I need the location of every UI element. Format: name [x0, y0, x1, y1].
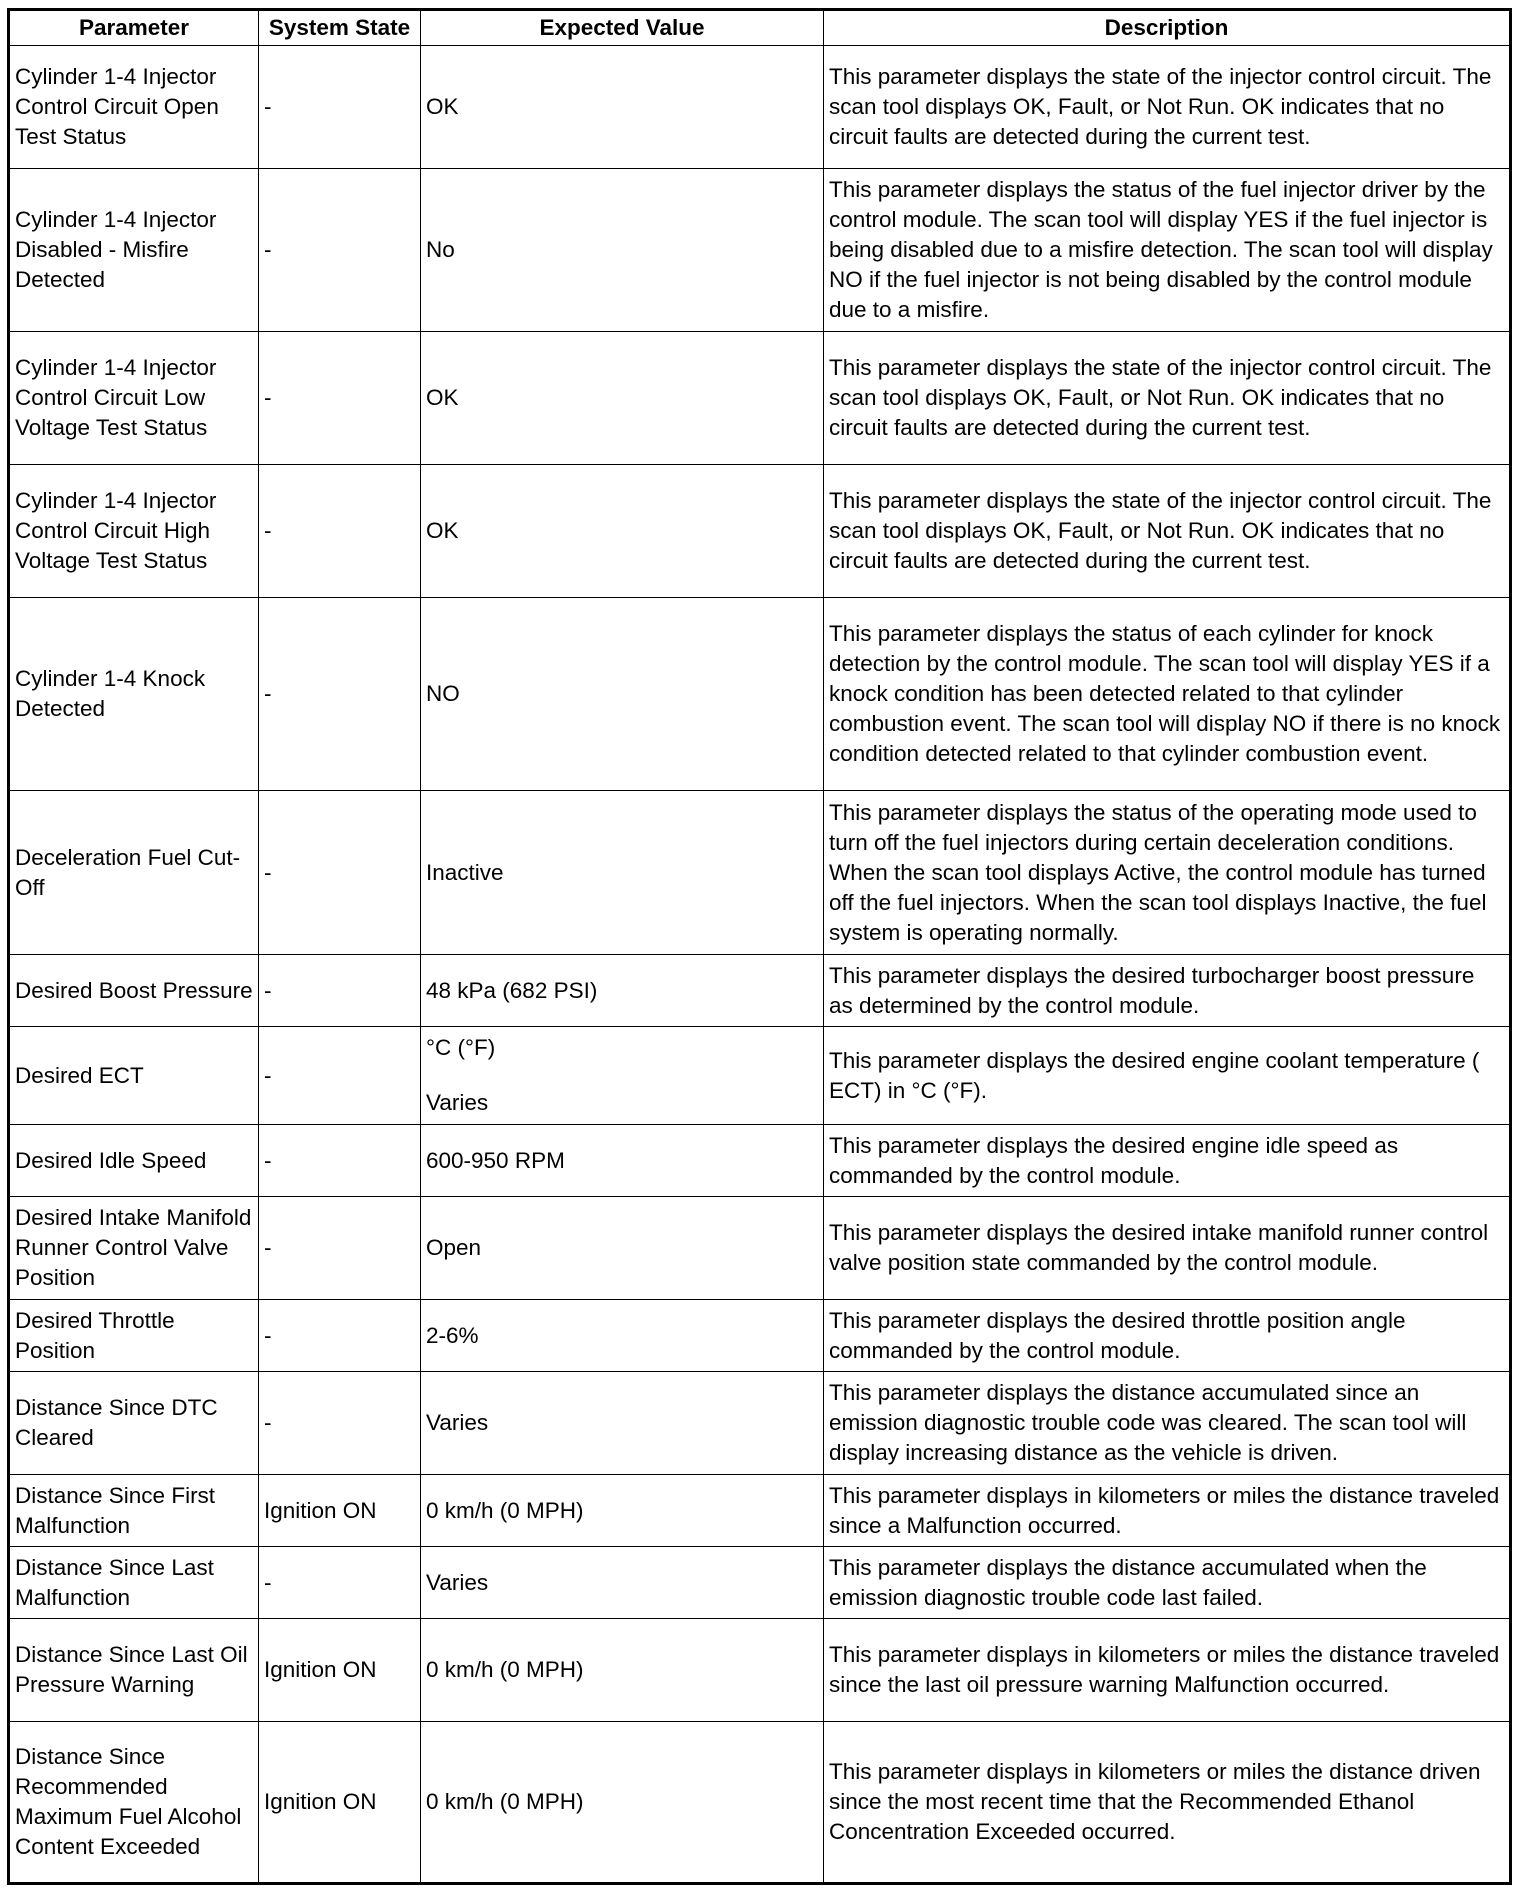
cell-description: This parameter displays in kilometers or miles the distance traveled since the last oil pressure warning Malfunction occurred. — [824, 1619, 1511, 1722]
cell-expected-value: Open — [421, 1197, 824, 1300]
cell-description: This parameter displays the desired turbocharger boost pressure as determined by the control module. — [824, 955, 1511, 1027]
table-row — [9, 791, 1511, 955]
table-row — [9, 169, 1511, 332]
cell-system-state: Ignition ON — [259, 1475, 421, 1547]
expected-value-unit: °C (°F) — [426, 1035, 496, 1060]
cell-parameter: Deceleration Fuel Cut-Off — [9, 791, 259, 955]
expected-value-spacer — [426, 1063, 818, 1088]
table-row — [9, 1125, 1511, 1197]
parameter-table-container — [7, 8, 1512, 1885]
cell-expected-value: NO — [421, 598, 824, 791]
cell-parameter: Distance Since DTC Cleared — [9, 1372, 259, 1475]
cell-description: This parameter displays in kilometers or miles the distance traveled since a Malfunction occurred. — [824, 1475, 1511, 1547]
cell-parameter: Cylinder 1-4 Injector Control Circuit Open Test Status — [9, 46, 259, 169]
table-row — [9, 1027, 1511, 1125]
table-row — [9, 1722, 1511, 1884]
table-header-row — [9, 10, 1511, 46]
table-row — [9, 1197, 1511, 1300]
cell-description: This parameter displays the distance accumulated when the emission diagnostic trouble code last failed. — [824, 1547, 1511, 1619]
cell-system-state: - — [259, 1197, 421, 1300]
expected-value-text: Varies — [426, 1090, 489, 1115]
cell-system-state: - — [259, 465, 421, 598]
table-row — [9, 46, 1511, 169]
scan-tool-parameter-table — [7, 8, 1512, 1885]
cell-description: This parameter displays the status of each cylinder for knock detection by the control module. The scan tool will display YES if a knock condition has been detected related to that cylinder combustion event. The scan tool will display NO if there is no knock condition detected related to that cylinder combustion event. — [824, 598, 1511, 791]
cell-expected-value: 0 km/h (0 MPH) — [421, 1475, 824, 1547]
cell-description: This parameter displays the desired engine coolant temperature ( ECT) in °C (°F). — [824, 1027, 1511, 1125]
table-row — [9, 955, 1511, 1027]
cell-description: This parameter displays in kilometers or miles the distance driven since the most recent time that the Recommended Ethanol Concentration Exceeded occurred. — [824, 1722, 1511, 1884]
cell-expected-value: 600-950 RPM — [421, 1125, 824, 1197]
cell-expected-value: 0 km/h (0 MPH) — [421, 1619, 824, 1722]
cell-expected-value: 48 kPa (682 PSI) — [421, 955, 824, 1027]
cell-parameter: Desired Idle Speed — [9, 1125, 259, 1197]
cell-description: This parameter displays the status of the operating mode used to turn off the fuel injectors during certain deceleration conditions. When the scan tool displays Active, the control module has turned off the fuel injectors. When the scan tool displays Inactive, the fuel system is operating normally. — [824, 791, 1511, 955]
cell-system-state: - — [259, 1027, 421, 1125]
cell-system-state: - — [259, 1125, 421, 1197]
cell-system-state: - — [259, 955, 421, 1027]
cell-parameter: Distance Since Last Oil Pressure Warning — [9, 1619, 259, 1722]
cell-parameter: Desired Throttle Position — [9, 1300, 259, 1372]
header-expected-value: Expected Value — [421, 10, 824, 46]
cell-expected-value: OK — [421, 332, 824, 465]
cell-parameter: Cylinder 1-4 Injector Disabled - Misfire Detected — [9, 169, 259, 332]
cell-system-state: - — [259, 598, 421, 791]
cell-system-state: - — [259, 1300, 421, 1372]
cell-description: This parameter displays the status of the fuel injector driver by the control module. The scan tool will display YES if the fuel injector is being disabled due to a misfire detection. The scan tool will display NO if the fuel injector is not being disabled by the control module due to a misfire. — [824, 169, 1511, 332]
cell-parameter: Cylinder 1-4 Injector Control Circuit Low Voltage Test Status — [9, 332, 259, 465]
cell-system-state: - — [259, 1547, 421, 1619]
header-parameter: Parameter — [9, 10, 259, 46]
cell-system-state: Ignition ON — [259, 1722, 421, 1884]
cell-parameter: Distance Since Recommended Maximum Fuel Alcohol Content Exceeded — [9, 1722, 259, 1884]
cell-expected-value: No — [421, 169, 824, 332]
cell-parameter: Desired Intake Manifold Runner Control Valve Position — [9, 1197, 259, 1300]
cell-system-state: - — [259, 169, 421, 332]
cell-parameter: Cylinder 1-4 Injector Control Circuit High Voltage Test Status — [9, 465, 259, 598]
cell-expected-value: 2-6% — [421, 1300, 824, 1372]
cell-system-state: - — [259, 332, 421, 465]
cell-description: This parameter displays the desired engine idle speed as commanded by the control module. — [824, 1125, 1511, 1197]
cell-system-state: Ignition ON — [259, 1619, 421, 1722]
cell-expected-value: Inactive — [421, 791, 824, 955]
cell-description: This parameter displays the state of the injector control circuit. The scan tool displays OK, Fault, or Not Run. OK indicates that no circuit faults are detected during the current test. — [824, 465, 1511, 598]
cell-description: This parameter displays the distance accumulated since an emission diagnostic trouble code was cleared. The scan tool will display increasing distance as the vehicle is driven. — [824, 1372, 1511, 1475]
table-row — [9, 1547, 1511, 1619]
cell-expected-value: OK — [421, 465, 824, 598]
table-row — [9, 1475, 1511, 1547]
cell-parameter: Distance Since Last Malfunction — [9, 1547, 259, 1619]
cell-expected-value — [421, 1027, 824, 1125]
cell-parameter: Cylinder 1-4 Knock Detected — [9, 598, 259, 791]
table-row — [9, 598, 1511, 791]
cell-system-state: - — [259, 1372, 421, 1475]
cell-description: This parameter displays the state of the injector control circuit. The scan tool displays OK, Fault, or Not Run. OK indicates that no circuit faults are detected during the current test. — [824, 46, 1511, 169]
header-description: Description — [824, 10, 1511, 46]
cell-system-state: - — [259, 46, 421, 169]
table-row — [9, 465, 1511, 598]
table-row — [9, 1300, 1511, 1372]
cell-parameter: Distance Since First Malfunction — [9, 1475, 259, 1547]
table-row — [9, 1372, 1511, 1475]
header-system-state: System State — [259, 10, 421, 46]
cell-system-state: - — [259, 791, 421, 955]
cell-parameter: Desired ECT — [9, 1027, 259, 1125]
table-row — [9, 332, 1511, 465]
cell-expected-value: Varies — [421, 1547, 824, 1619]
cell-parameter: Desired Boost Pressure — [9, 955, 259, 1027]
cell-expected-value: Varies — [421, 1372, 824, 1475]
cell-description: This parameter displays the desired intake manifold runner control valve position state commanded by the control module. — [824, 1197, 1511, 1300]
cell-expected-value: OK — [421, 46, 824, 169]
cell-description: This parameter displays the state of the injector control circuit. The scan tool displays OK, Fault, or Not Run. OK indicates that no circuit faults are detected during the current test. — [824, 332, 1511, 465]
cell-description: This parameter displays the desired throttle position angle commanded by the control module. — [824, 1300, 1511, 1372]
cell-expected-value: 0 km/h (0 MPH) — [421, 1722, 824, 1884]
table-row — [9, 1619, 1511, 1722]
